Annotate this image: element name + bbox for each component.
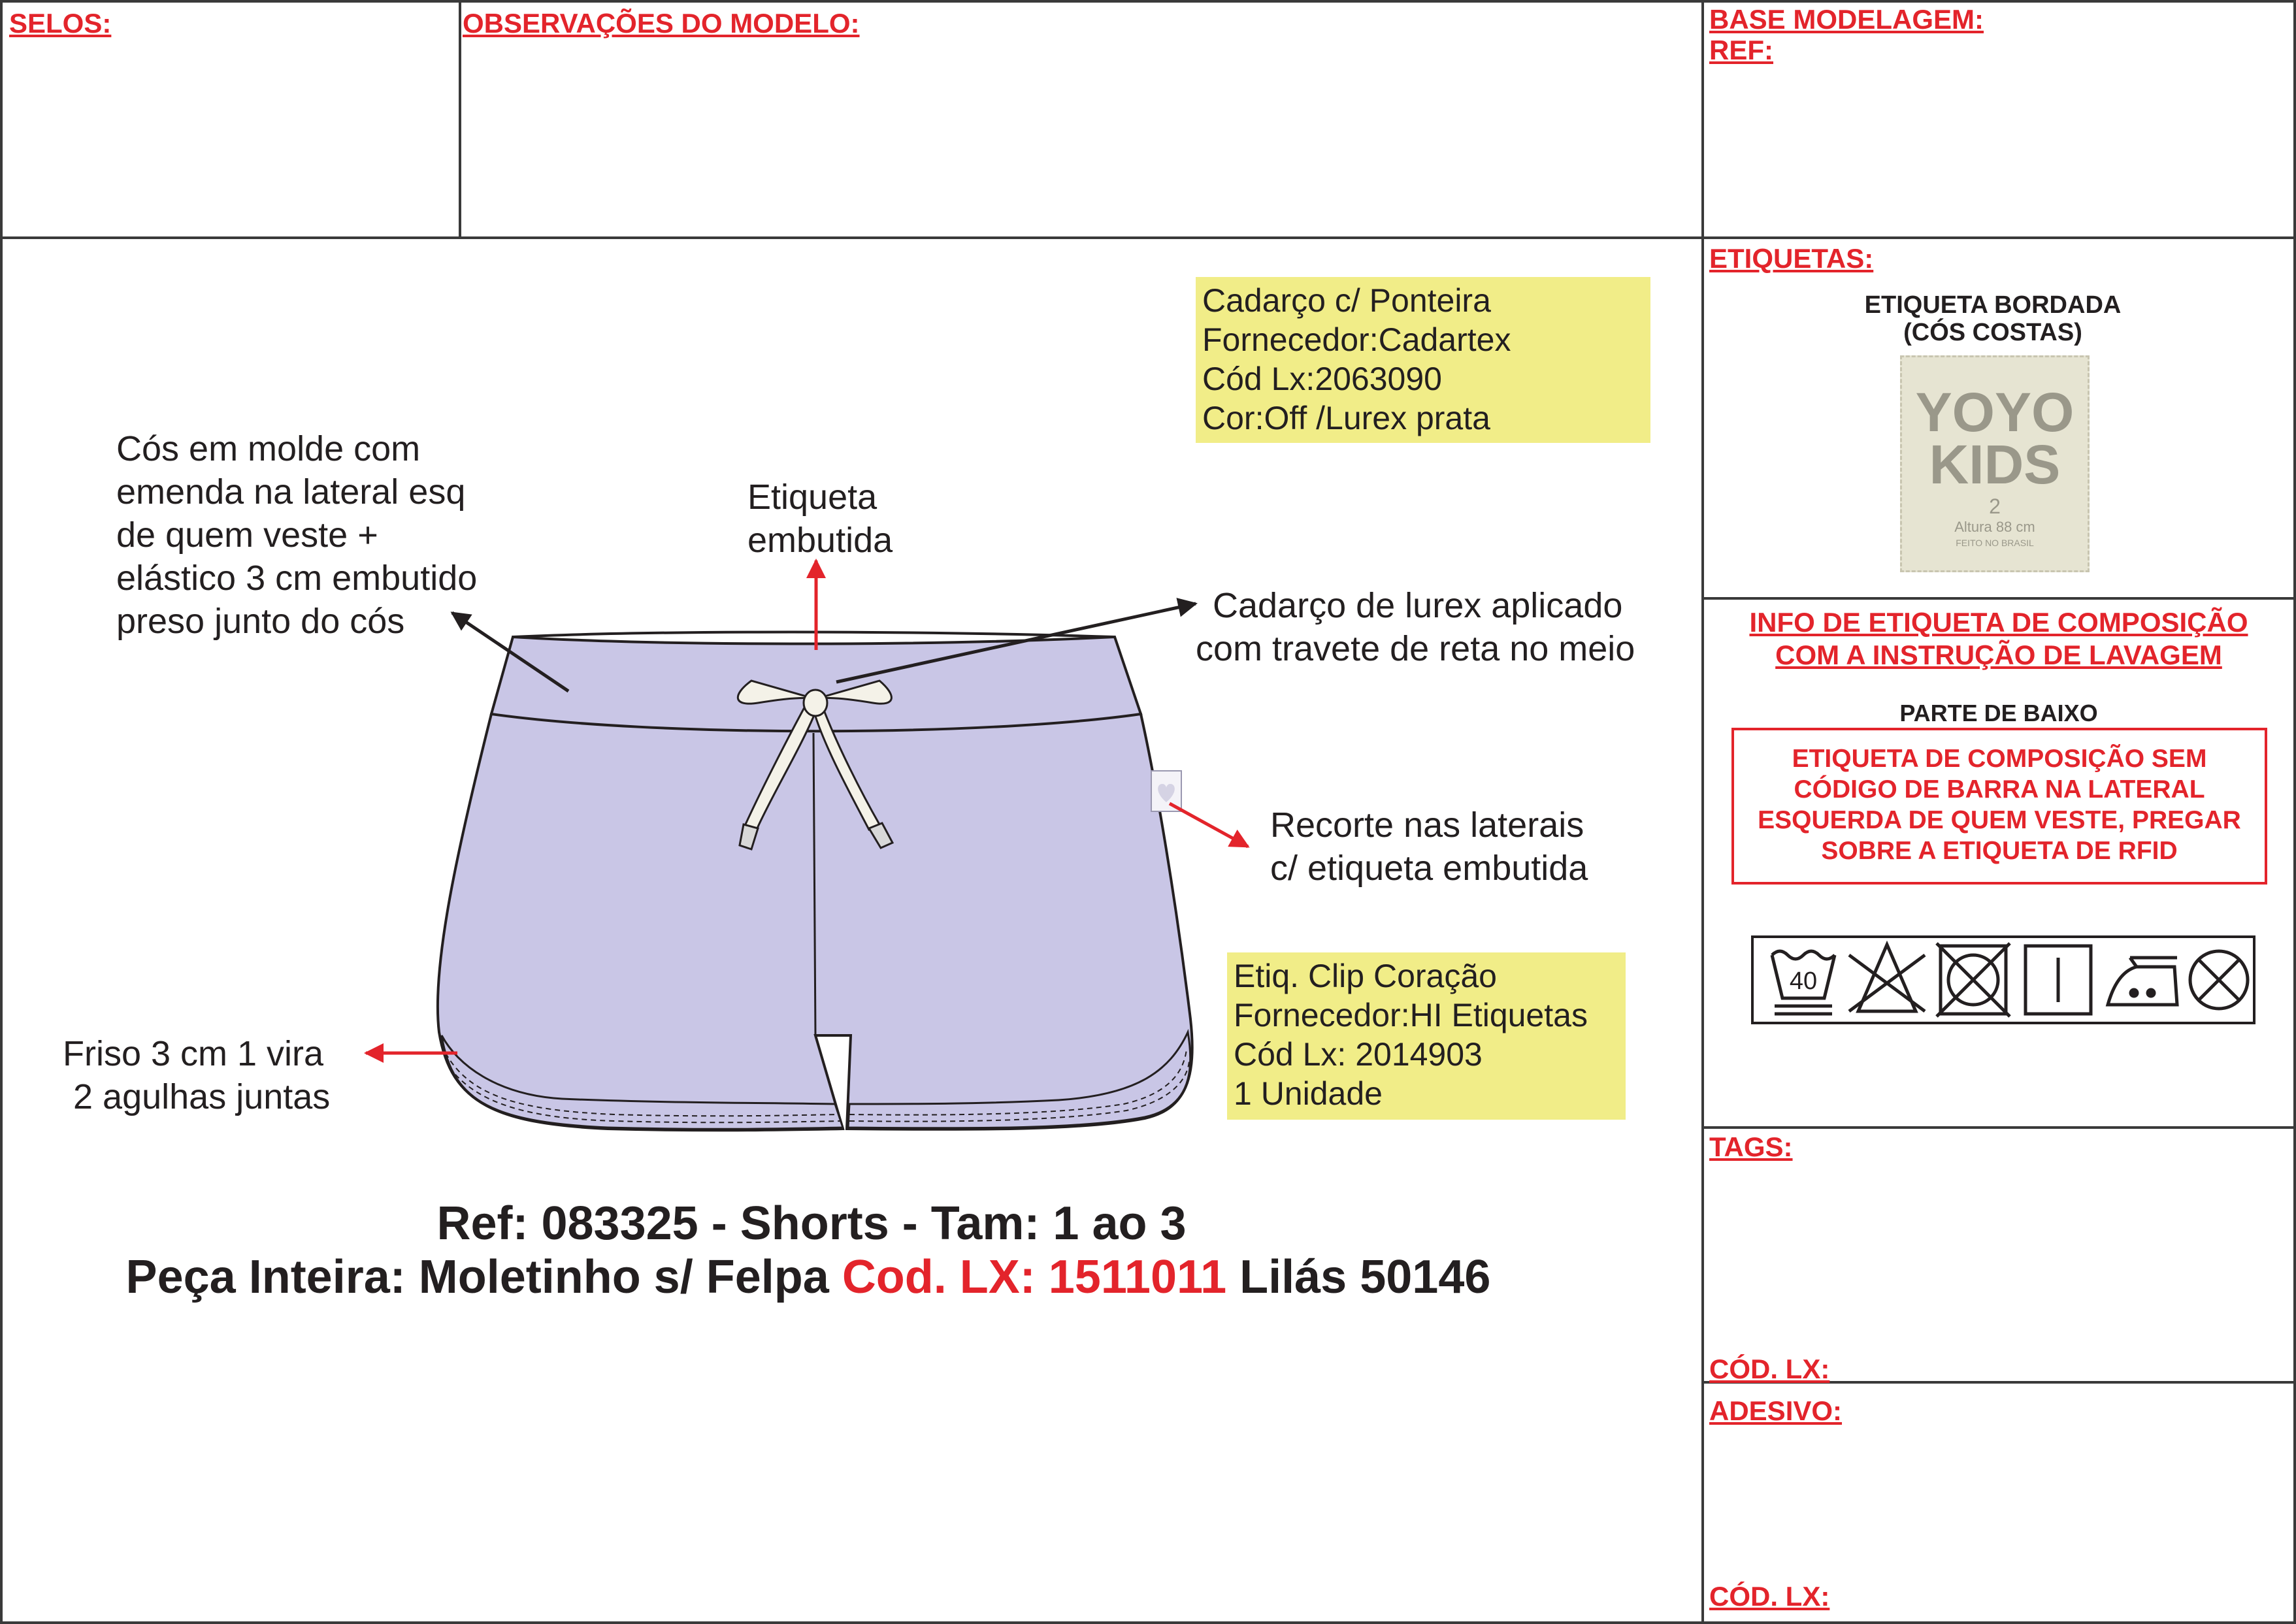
- etiqueta-bordada-title: [1764, 291, 2222, 346]
- tags-cell: [1701, 1126, 2296, 1384]
- cos-annotation-line5: preso junto do cós: [116, 602, 405, 641]
- product-title: [0, 1197, 1701, 1304]
- cos-annotation: [116, 427, 477, 643]
- product-fabric-color: Lilás 50146: [1239, 1251, 1491, 1303]
- yoyo-kids-label: [1900, 355, 2090, 572]
- composicao-box-line2: CÓDIGO DE BARRA NA LATERAL: [1794, 775, 2205, 804]
- cadarco-annotation-line2: com travete de reta no meio: [1196, 629, 1635, 668]
- composicao-box-line3: ESQUERDA DE QUEM VESTE, PREGAR: [1758, 806, 2241, 834]
- friso-annotation-line2: 2 agulhas juntas: [73, 1077, 331, 1116]
- etiqueta-embutida-annotation: [747, 476, 893, 562]
- yoyo-kids-label-height: Altura 88 cm: [1954, 519, 2035, 535]
- yoyo-kids-label-line2: KIDS: [1929, 434, 2061, 495]
- wash-temp-label: 40: [1789, 967, 1818, 995]
- etiquetas-header: ETIQUETAS:: [1709, 243, 1874, 274]
- base-modelagem-header: BASE MODELAGEM:: [1709, 4, 1984, 35]
- no-tumble-dry-icon: [1937, 943, 2010, 1016]
- tags-cod-lx-label: CÓD. LX:: [1709, 1354, 1830, 1384]
- care-symbols-strip: [1751, 935, 2255, 1024]
- yoyo-kids-label-size: 2: [1989, 495, 2001, 518]
- cadarco-info-box: [1196, 277, 1650, 443]
- friso-annotation-line1: Friso 3 cm 1 vira: [63, 1034, 324, 1073]
- etiqueta-annotation-line1: Etiqueta: [747, 478, 877, 517]
- cadarco-annotation: [1196, 584, 1635, 670]
- product-fabric-line: [0, 1250, 1701, 1304]
- product-ref-line: Ref: 083325 - Shorts - Tam: 1 ao 3: [436, 1197, 1187, 1250]
- recorte-arrow: [1170, 804, 1248, 847]
- product-fabric-code: Cod. LX: 1511011: [842, 1251, 1227, 1303]
- composicao-title-line1: INFO DE ETIQUETA DE COMPOSIÇÃO: [1749, 607, 2248, 638]
- clip-info-box: [1227, 952, 1626, 1120]
- yoyo-kids-label-made: FEITO NO BRASIL: [1956, 538, 2034, 548]
- friso-annotation: [63, 1032, 330, 1118]
- ref-header: REF:: [1709, 35, 1773, 65]
- cos-annotation-line1: Cós em molde com: [116, 429, 421, 468]
- heart-clip-label: [1151, 771, 1181, 811]
- cos-annotation-line4: elástico 3 cm embutido: [116, 559, 478, 598]
- observacoes-header: OBSERVAÇÕES DO MODELO:: [463, 8, 860, 39]
- etiqueta-bordada-title-line1: ETIQUETA BORDADA: [1864, 291, 2122, 319]
- clip-box-line1: Etiq. Clip Coração: [1234, 958, 1497, 994]
- adesivo-cod-lx-label: CÓD. LX:: [1709, 1581, 1830, 1612]
- cos-annotation-line2: emenda na lateral esq: [116, 472, 466, 512]
- cadarco-box-line4: Cor:Off /Lurex prata: [1202, 400, 1490, 436]
- composicao-box-line1: ETIQUETA DE COMPOSIÇÃO SEM: [1792, 745, 2207, 773]
- clip-box-line3: Cód Lx: 2014903: [1234, 1036, 1483, 1073]
- recorte-annotation-line2: c/ etiqueta embutida: [1270, 849, 1588, 888]
- composicao-title-line2: COM A INSTRUÇÃO DE LAVAGEM: [1775, 640, 2222, 670]
- composicao-box-line4: SOBRE A ETIQUETA DE RFID: [1821, 837, 2178, 865]
- cos-annotation-line3: de quem veste +: [116, 515, 378, 555]
- recorte-annotation: [1270, 804, 1588, 890]
- clip-box-line2: Fornecedor:HI Etiquetas: [1234, 997, 1588, 1033]
- tags-header: TAGS:: [1709, 1131, 1793, 1162]
- cadarco-annotation-line1: Cadarço de lurex aplicado: [1213, 586, 1623, 625]
- composicao-title: [1704, 606, 2293, 672]
- cadarco-box-line2: Fornecedor:Cadartex: [1202, 321, 1511, 358]
- base-modelagem-cell: [1701, 0, 2296, 239]
- parte-de-baixo-label: PARTE DE BAIXO: [1899, 700, 2098, 726]
- selos-header: SELOS:: [9, 8, 112, 39]
- composicao-instruction-box: [1731, 728, 2267, 885]
- shorts-body: [438, 632, 1192, 1131]
- cadarco-box-line1: Cadarço c/ Ponteira: [1202, 282, 1491, 319]
- product-fabric-label: Peça Inteira: Moletinho s/ Felpa: [125, 1251, 829, 1303]
- recorte-annotation-line1: Recorte nas laterais: [1270, 805, 1584, 845]
- etiqueta-annotation-line2: embutida: [747, 521, 893, 560]
- cadarco-box-line3: Cód Lx:2063090: [1202, 361, 1442, 397]
- yoyo-kids-label-line1: YOYO: [1915, 382, 2075, 443]
- adesivo-header: ADESIVO:: [1709, 1395, 1843, 1426]
- etiqueta-bordada-title-line2: (CÓS COSTAS): [1903, 319, 2082, 346]
- clip-box-line4: 1 Unidade: [1234, 1075, 1383, 1112]
